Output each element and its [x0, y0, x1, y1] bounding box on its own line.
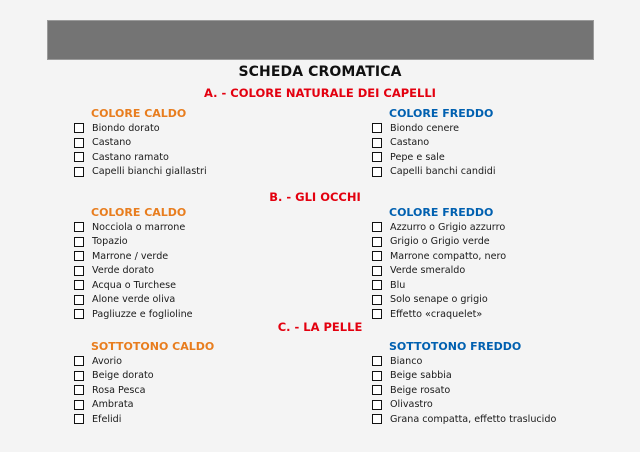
item-label: Pepe e sale: [390, 151, 445, 163]
item-label: Grigio o Grigio verde: [390, 236, 490, 248]
checkbox[interactable]: [372, 280, 382, 290]
checklist-item[interactable]: [74, 293, 334, 308]
skin-warm-column: [74, 340, 334, 427]
item-label: Capelli bianchi giallastri: [92, 166, 207, 178]
checkbox[interactable]: [372, 237, 382, 247]
column-heading: COLORE FREDDO: [389, 107, 494, 120]
section-heading-eyes: B. - GLI OCCHI: [269, 190, 361, 204]
checkbox[interactable]: [372, 356, 382, 366]
item-label: Marrone / verde: [92, 250, 169, 262]
checklist-item[interactable]: [372, 136, 632, 151]
checklist-item[interactable]: [372, 412, 632, 427]
checkbox[interactable]: [74, 309, 84, 319]
item-label: Verde smeraldo: [390, 265, 466, 277]
item-label: Castano ramato: [92, 151, 169, 163]
column-heading: COLORE CALDO: [91, 107, 187, 120]
item-label: Pagliuzze e foglioline: [92, 308, 193, 320]
item-label: Blu: [390, 279, 406, 291]
item-label: Olivastro: [390, 399, 433, 411]
eyes-warm-column: [74, 206, 334, 322]
item-label: Ambrata: [92, 399, 134, 411]
checklist-item[interactable]: [372, 383, 632, 398]
checklist-item[interactable]: [372, 369, 632, 384]
item-label: Biondo dorato: [92, 122, 160, 134]
checklist-item[interactable]: [74, 165, 334, 180]
item-label: Solo senape o grigio: [390, 294, 488, 306]
checklist-item[interactable]: [74, 235, 334, 250]
checklist-item[interactable]: [372, 293, 632, 308]
item-label: Avorio: [92, 355, 123, 367]
item-label: Nocciola o marrone: [92, 221, 186, 233]
checklist-item[interactable]: [372, 235, 632, 250]
checkbox[interactable]: [74, 222, 84, 232]
section-heading-hair: A. - COLORE NATURALE DEI CAPELLI: [204, 86, 436, 100]
item-label: Grana compatta, effetto traslucido: [390, 413, 557, 425]
eyes-cold-column: [372, 206, 632, 322]
checkbox[interactable]: [74, 138, 84, 148]
checklist-item[interactable]: [74, 383, 334, 398]
item-label: Beige sabbia: [390, 370, 452, 382]
item-label: Castano: [390, 137, 430, 149]
checkbox[interactable]: [74, 400, 84, 410]
checkbox[interactable]: [372, 295, 382, 305]
checkbox[interactable]: [74, 251, 84, 261]
checkbox[interactable]: [74, 266, 84, 276]
item-label: Rosa Pesca: [92, 384, 146, 396]
item-label: Beige dorato: [92, 370, 154, 382]
checklist-item[interactable]: [372, 278, 632, 293]
item-label: Marrone compatto, nero: [390, 250, 507, 262]
checkbox[interactable]: [74, 280, 84, 290]
checklist-item[interactable]: [372, 150, 632, 165]
checkbox[interactable]: [372, 414, 382, 424]
checklist-item[interactable]: [372, 264, 632, 279]
checkbox[interactable]: [74, 167, 84, 177]
checkbox[interactable]: [74, 356, 84, 366]
checklist-item[interactable]: [74, 264, 334, 279]
checkbox[interactable]: [74, 237, 84, 247]
checklist-item[interactable]: [372, 220, 632, 235]
item-label: Bianco: [390, 355, 423, 367]
checkbox[interactable]: [372, 152, 382, 162]
item-label: Acqua o Turchese: [92, 279, 177, 291]
checkbox[interactable]: [74, 295, 84, 305]
column-heading: COLORE FREDDO: [389, 206, 494, 219]
checkbox[interactable]: [372, 266, 382, 276]
checklist-item[interactable]: [74, 354, 334, 369]
checkbox[interactable]: [372, 138, 382, 148]
checkbox[interactable]: [74, 371, 84, 381]
checklist-item[interactable]: [74, 412, 334, 427]
checklist-item[interactable]: [74, 369, 334, 384]
checklist-item[interactable]: [74, 150, 334, 165]
column-heading: SOTTOTONO CALDO: [91, 340, 215, 353]
item-label: Verde dorato: [92, 265, 154, 277]
checkbox[interactable]: [74, 385, 84, 395]
checkbox[interactable]: [372, 309, 382, 319]
page-title: SCHEDA CROMATICA: [238, 64, 402, 80]
item-label: Efelidi: [92, 413, 122, 425]
checkbox[interactable]: [372, 371, 382, 381]
item-label: Alone verde oliva: [92, 294, 176, 306]
checkbox[interactable]: [372, 123, 382, 133]
checklist-item[interactable]: [372, 165, 632, 180]
checkbox[interactable]: [372, 167, 382, 177]
checkbox[interactable]: [74, 414, 84, 424]
checklist-item[interactable]: [372, 121, 632, 136]
checklist-item[interactable]: [74, 136, 334, 151]
checklist-item[interactable]: [74, 220, 334, 235]
checklist-item[interactable]: [74, 249, 334, 264]
item-label: Effetto «craquelet»: [390, 308, 483, 320]
checklist-item[interactable]: [74, 278, 334, 293]
checklist-item[interactable]: [372, 249, 632, 264]
header-banner: [47, 20, 594, 60]
hair-cold-column: [372, 107, 632, 179]
checklist-item[interactable]: [74, 398, 334, 413]
checkbox[interactable]: [74, 123, 84, 133]
checkbox[interactable]: [372, 385, 382, 395]
item-label: Castano: [92, 137, 132, 149]
item-label: Azzurro o Grigio azzurro: [390, 221, 506, 233]
item-label: Topazio: [92, 236, 128, 248]
checkbox[interactable]: [372, 222, 382, 232]
checkbox[interactable]: [372, 400, 382, 410]
item-label: Biondo cenere: [390, 122, 460, 134]
checkbox[interactable]: [74, 152, 84, 162]
checklist-item[interactable]: [372, 354, 632, 369]
hair-warm-column: [74, 107, 334, 179]
skin-cold-column: [372, 340, 632, 427]
checklist-item[interactable]: [74, 121, 334, 136]
column-heading: COLORE CALDO: [91, 206, 187, 219]
checklist-item[interactable]: [372, 398, 632, 413]
checkbox[interactable]: [372, 251, 382, 261]
column-heading: SOTTOTONO FREDDO: [389, 340, 522, 353]
section-heading-skin: C. - LA PELLE: [277, 320, 363, 334]
item-label: Capelli banchi candidi: [390, 166, 496, 178]
item-label: Beige rosato: [390, 384, 451, 396]
